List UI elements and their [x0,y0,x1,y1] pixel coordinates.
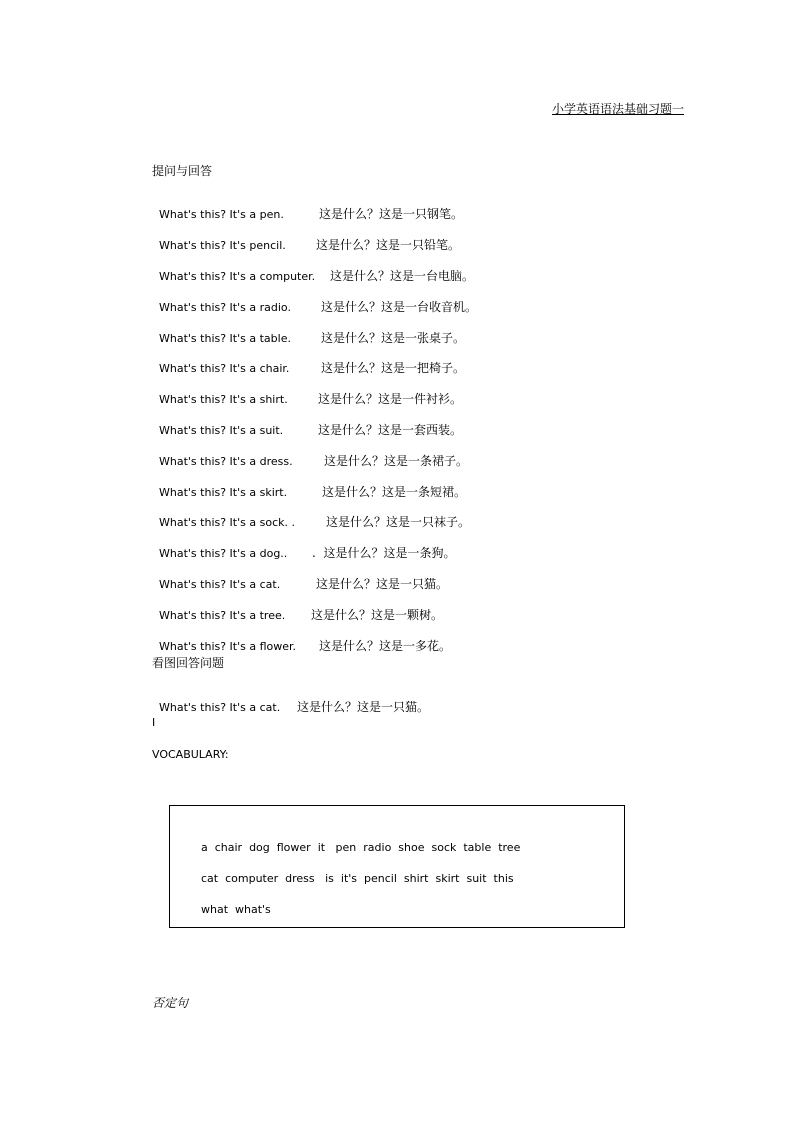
qa-english: What's this? It's a cat. [159,578,281,591]
section-heading-qa: 提问与回答 [152,164,213,178]
qa-row [152,470,466,500]
qa-row [152,439,468,469]
qa-chinese: 这是什么？这是一只猫。 [316,577,449,591]
qa-chinese: 这是什么？这是一套西装。 [318,423,463,437]
qa-english: What's this? It's a dog.. [159,547,288,560]
qa-row [152,223,460,253]
qa-chinese: . 这是什么？这是一条狗。 [312,546,456,560]
qa-english: What's this? It's pencil. [159,239,286,252]
vocabulary-line: cat computer dress is it's pencil shirt skirt suit this [201,872,514,885]
qa-chinese: 这是什么？这是一条裙子。 [324,454,469,468]
vocabulary-box [169,805,625,928]
page-title [0,100,684,117]
qa-chinese: 这是什么？这是一多花。 [319,639,452,653]
qa-english: What's this? It's a cat. [159,701,281,714]
qa-chinese: 这是什么？这是一件衬衫。 [318,392,463,406]
qa-row [152,593,443,623]
qa-row [152,500,470,530]
qa-chinese: 这是什么？这是一台收音机。 [321,300,478,314]
qa-chinese: 这是什么？这是一颗树。 [311,608,444,622]
qa-chinese: 这是什么？这是一条短裙。 [322,485,467,499]
qa-chinese: 这是什么？这是一把椅子。 [321,361,466,375]
qa-row [152,408,462,438]
qa-row [152,285,477,315]
qa-chinese: 这是什么？这是一张桌子。 [321,331,466,345]
qa-english: What's this? It's a sock. . [159,516,295,529]
page-title-text: 小学英语语法基础习题一 [551,102,684,116]
qa-row [152,346,465,376]
qa-english: What's this? It's a table. [159,332,291,345]
qa-english: What's this? It's a computer. [159,270,316,283]
qa-english: What's this? It's a shirt. [159,393,288,406]
qa-chinese: 这是什么？这是一只猫。 [297,700,430,714]
qa-english: What's this? It's a suit. [159,424,284,437]
qa-row [152,562,448,592]
qa-english: What's this? It's a tree. [159,609,286,622]
qa-english: What's this? It's a radio. [159,301,291,314]
qa-row [152,254,474,284]
qa-chinese: 这是什么？这是一只钢笔。 [319,207,464,221]
qa-row [152,624,451,654]
section-heading-picture: 看图回答问题 [152,656,225,670]
vocabulary-label: VOCABULARY: [152,748,229,761]
qa-chinese: 这是什么？这是一只铅笔。 [316,238,461,252]
negative-sentence-heading: 否定句 [152,996,189,1010]
qa-english: What's this? It's a skirt. [159,486,288,499]
qa-row [152,316,465,346]
qa-row [152,377,462,407]
qa-english: What's this? It's a flower. [159,640,297,653]
qa-row [152,192,463,222]
qa-row [152,531,455,561]
stray-mark: I [152,716,156,729]
qa-english: What's this? It's a chair. [159,362,290,375]
vocabulary-line: a chair dog flower it pen radio shoe sock table tree [201,841,521,854]
picture-qa-row [152,685,429,715]
qa-chinese: 这是什么？这是一台电脑。 [330,269,475,283]
qa-chinese: 这是什么？这是一只袜子。 [326,515,471,529]
vocabulary-line: what what's [201,903,271,916]
qa-english: What's this? It's a dress. [159,455,293,468]
qa-english: What's this? It's a pen. [159,208,284,221]
